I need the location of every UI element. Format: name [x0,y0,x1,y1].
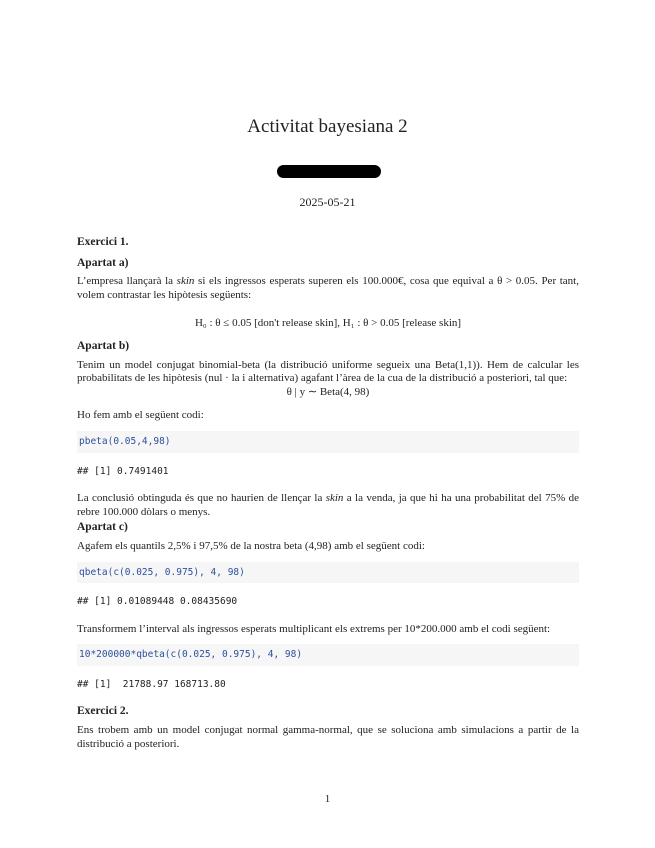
document-date: 2025-05-21 [299,195,356,209]
posterior-equation: θ | y ∼ Beta(4, 98) [286,385,370,398]
section-b-heading: Apartat b) [77,339,130,352]
section-b-text: Tenim un model conjugat binomial-beta (la distribució uniforme segueix una Beta(1,1)). Hem de calcular les probabilitats de les hipòtesis (nul · la i alternativa) agafant l’àrea de la cua de la distribució a posteriori, tal que: [77,358,579,385]
document-body [77,236,579,751]
redacted-author [277,165,381,178]
section-c-text: Agafem els quantils 2,5% i 97,5% de la nostra beta (4,98) amb el següent codi: [77,539,425,552]
output-qbeta: ## [1] 0.01089448 0.08435690 [77,596,238,608]
hypotheses-equation: H₀ : θ ≤ 0.05 [don't release skin], H₁ : θ > 0.05 [release skin] [194,317,462,330]
section-b-conclusion: La conclusió obtinguda és que no haurien de llençar la skin a la venda, ja que hi ha una probabilitat del 75% de rebre 100.000 dòlars o menys. [77,492,580,518]
section-a-heading: Apartat a) [77,256,129,269]
exercise-2-heading: Exercici 2. [77,705,129,718]
section-a-text: L’empresa llançarà la skin si els ingressos esperats superen els 100.000€, cosa que equival a θ > 0.05. Per tant, volem contrastar les hipòtesis següents: [77,275,579,301]
exercise-1-heading: Exercici 1. [77,236,129,248]
document-title: Activitat bayesiana 2 [247,116,408,137]
section-b-code-intro: Ho fem amb el següent codi: [77,409,204,422]
code-block-qbeta: qbeta(c(0.025, 0.975), 4, 98) [77,562,579,584]
output-transform: ## [1] 21788.97 168713.80 [77,678,226,690]
code-block-pbeta: pbeta(0.05,4,98) [77,431,579,453]
code-block-transform: 10*200000*qbeta(c(0.025, 0.975), 4, 98) [77,644,579,666]
output-pbeta: ## [1] 0.7491401 [77,465,169,477]
page-number: 1 [324,793,331,805]
section-c-transform-text: Transformem l’interval als ingressos esperats multiplicant els extrems per 10*200.000 amb el codi següent: [77,622,551,635]
exercise-2-text: Ens trobem amb un model conjugat normal gamma-normal, que se soluciona amb simulacions a partir de la distribució a posteriori. [77,724,579,750]
section-c-heading: Apartat c) [77,521,128,534]
